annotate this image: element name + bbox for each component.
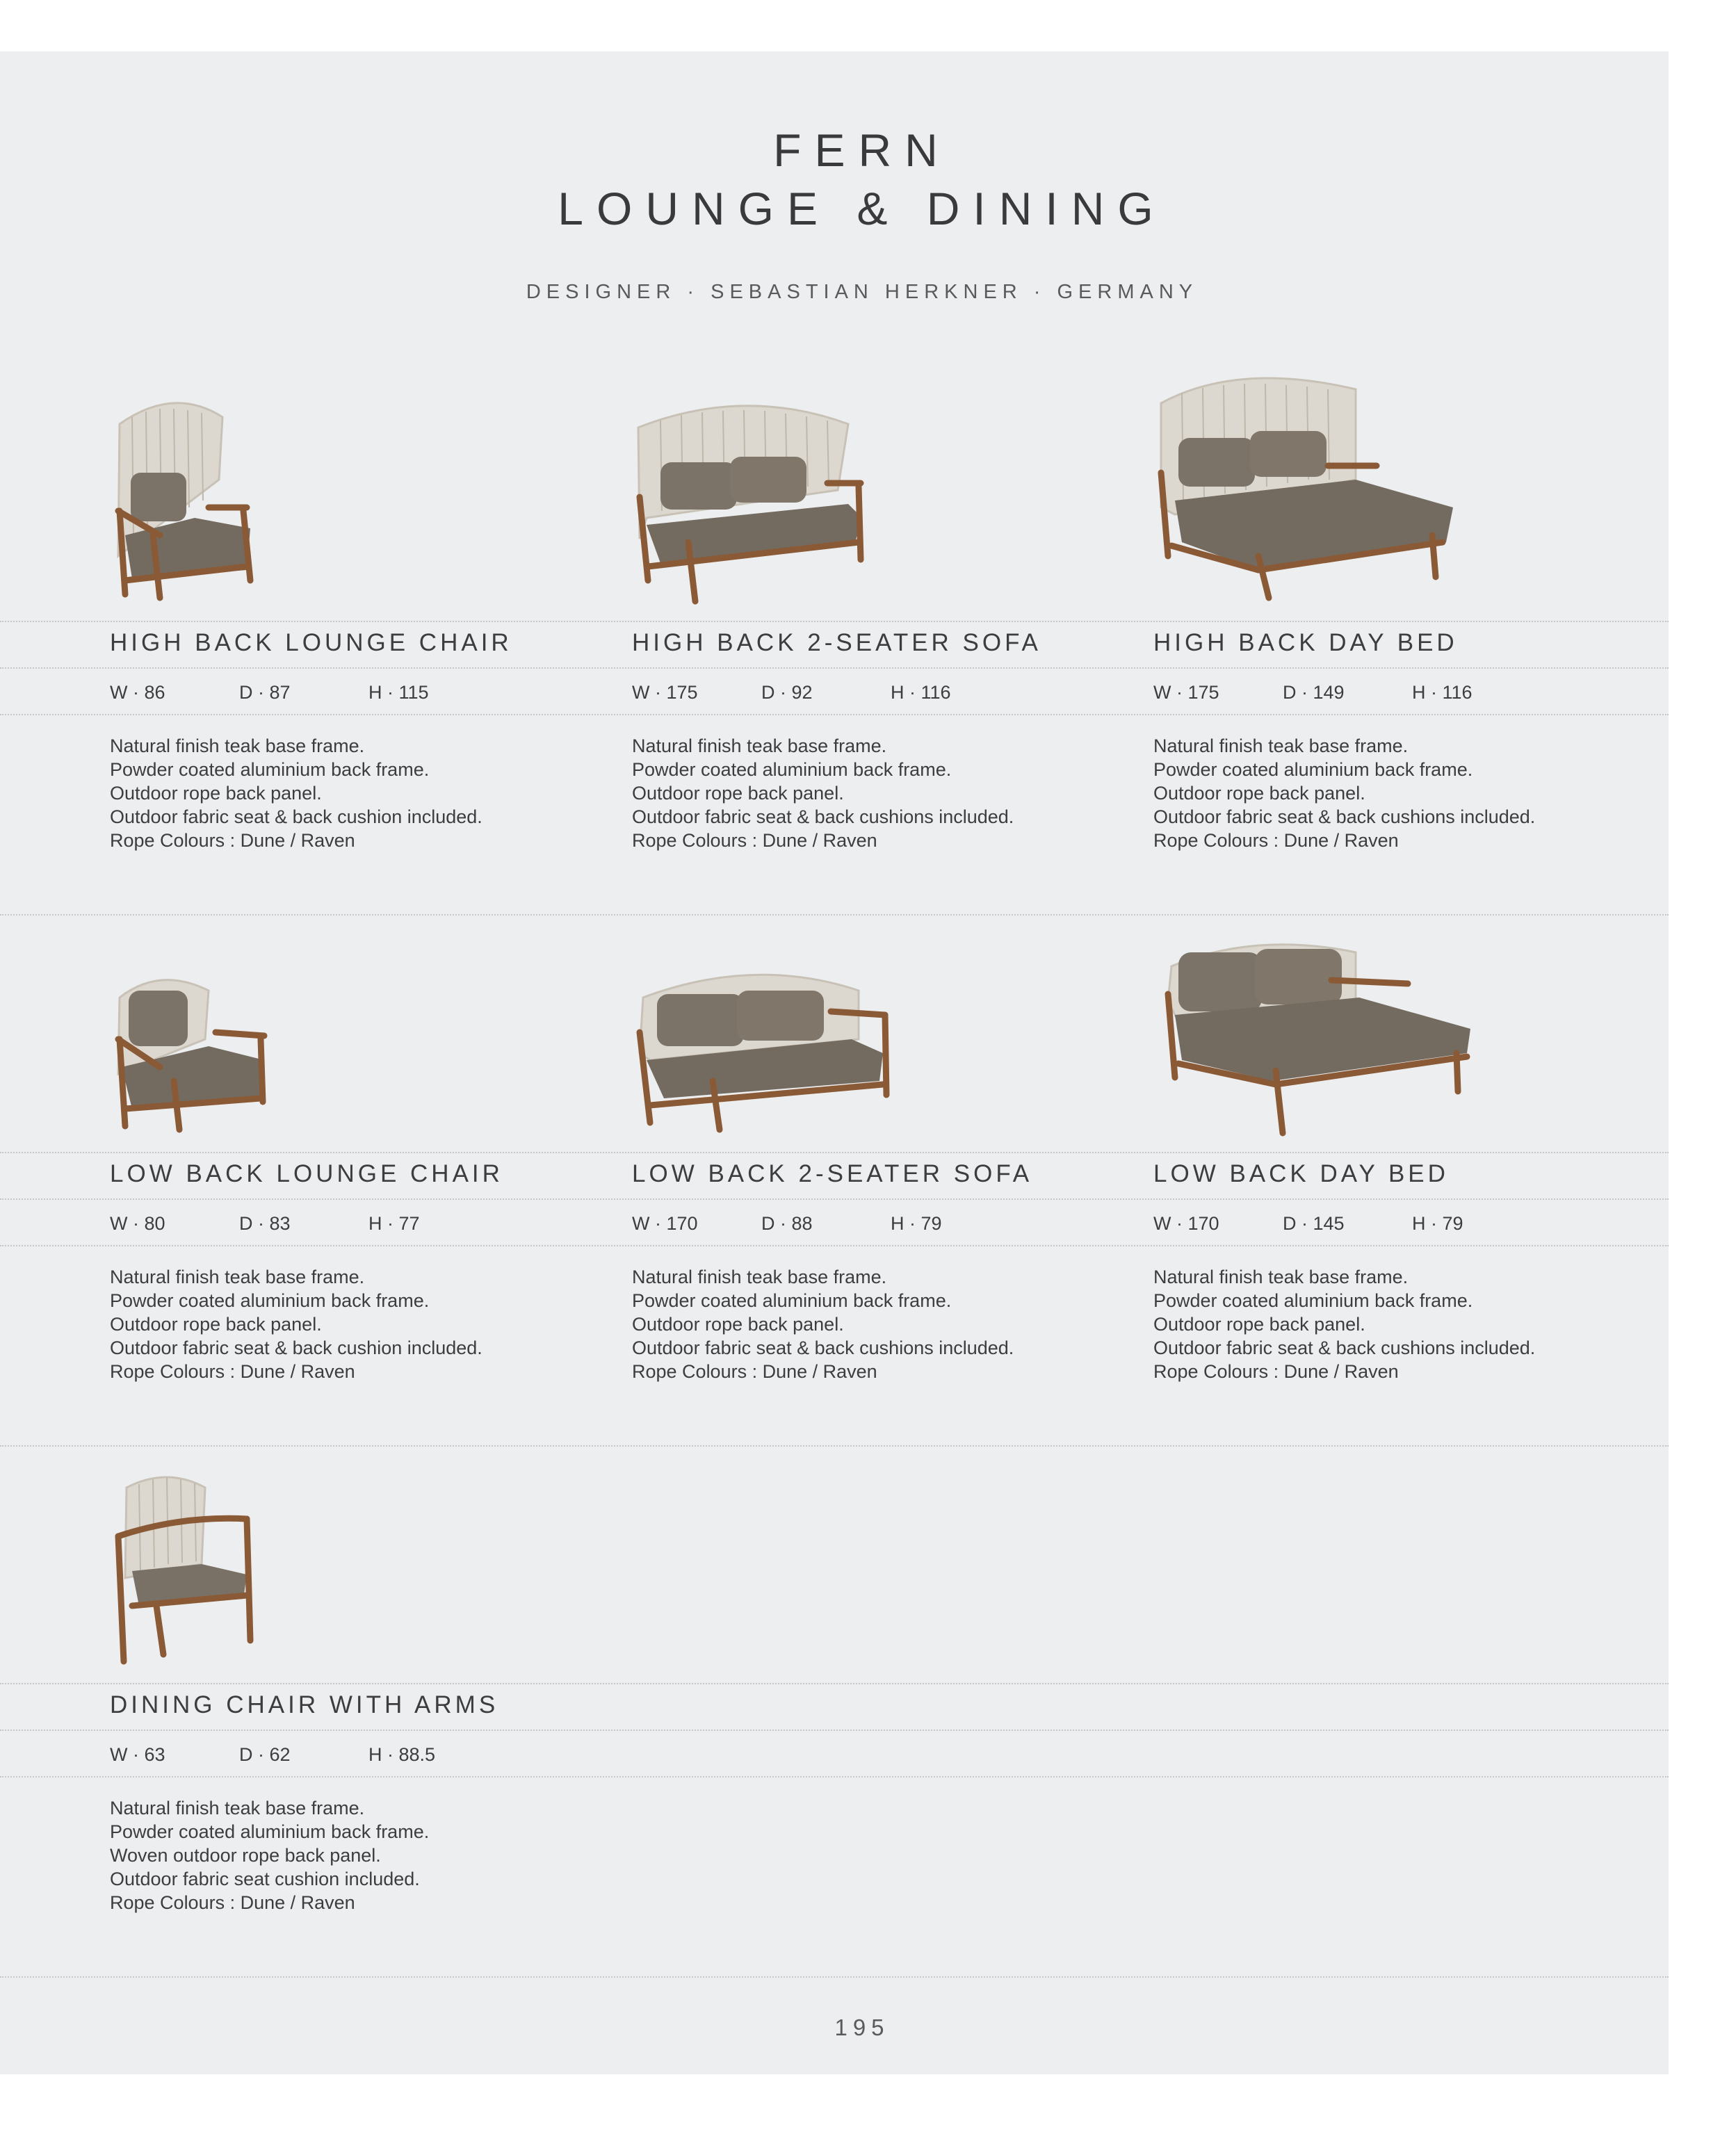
product-name: HIGH BACK DAY BED <box>1153 629 1458 656</box>
height-dimension: H · 79 <box>891 1213 942 1234</box>
divider <box>0 1776 1669 1777</box>
product-description: Natural finish teak base frame. Powder coated aluminium back frame. Outdoor rope back panel. Outdoor fabric seat & back cushions included. Rope Colours : Dune / Raven <box>632 1267 1014 1382</box>
divider <box>0 1730 1669 1731</box>
height-dimension: H · 77 <box>368 1213 420 1234</box>
divider <box>0 1152 1669 1153</box>
page-title-line2: LOUNGE & DINING <box>558 183 1167 234</box>
divider <box>0 714 1669 715</box>
product-description: Natural finish teak base frame. Powder coated aluminium back frame. Outdoor rope back panel. Outdoor fabric seat & back cushions included. Rope Colours : Dune / Raven <box>1153 1267 1536 1382</box>
divider <box>0 1245 1669 1246</box>
low-back-lounge-chair-image <box>104 970 278 1133</box>
divider <box>0 1198 1669 1200</box>
divider <box>0 667 1669 669</box>
divider <box>0 914 1669 916</box>
height-dimension: H · 79 <box>1412 1213 1463 1234</box>
height-dimension: H · 116 <box>891 682 951 703</box>
page-number: 195 <box>834 2015 890 2040</box>
product-name: HIGH BACK 2-SEATER SOFA <box>632 629 1041 656</box>
depth-dimension: D · 92 <box>761 682 813 703</box>
product-description: Natural finish teak base frame. Powder coated aluminium back frame. Woven outdoor rope back panel. Outdoor fabric seat cushion included. Rope Colours : Dune / Raven <box>110 1798 430 1913</box>
height-dimension: H · 115 <box>368 682 429 703</box>
product-description: Natural finish teak base frame. Powder coated aluminium back frame. Outdoor rope back panel. Outdoor fabric seat & back cushion included. Rope Colours : Dune / Raven <box>110 735 482 851</box>
depth-dimension: D · 149 <box>1283 682 1345 703</box>
depth-dimension: D · 87 <box>239 682 291 703</box>
width-dimension: W · 175 <box>632 682 698 703</box>
width-dimension: W · 80 <box>110 1213 165 1234</box>
height-dimension: H · 116 <box>1412 682 1473 703</box>
width-dimension: W · 86 <box>110 682 165 703</box>
height-dimension: H · 88.5 <box>368 1744 436 1765</box>
product-name: DINING CHAIR WITH ARMS <box>110 1691 499 1718</box>
width-dimension: W · 175 <box>1153 682 1219 703</box>
width-dimension: W · 63 <box>110 1744 165 1765</box>
divider <box>0 621 1669 622</box>
product-description: Natural finish teak base frame. Powder coated aluminium back frame. Outdoor rope back panel. Outdoor fabric seat & back cushion included. Rope Colours : Dune / Raven <box>110 1267 482 1382</box>
designer-credit: DESIGNER · SEBASTIAN HERKNER · GERMANY <box>526 281 1199 303</box>
depth-dimension: D · 62 <box>239 1744 291 1765</box>
divider <box>0 1445 1669 1447</box>
high-back-2-seater-sofa-image <box>619 393 883 608</box>
divider <box>0 1683 1669 1684</box>
high-back-lounge-chair-image <box>104 396 271 605</box>
product-description: Natural finish teak base frame. Powder coated aluminium back frame. Outdoor rope back panel. Outdoor fabric seat & back cushions included. Rope Colours : Dune / Raven <box>632 735 1014 851</box>
page-title-line1: FERN <box>773 124 951 176</box>
depth-dimension: D · 145 <box>1283 1213 1345 1234</box>
divider <box>0 1976 1669 1978</box>
low-back-day-bed-image <box>1151 931 1484 1140</box>
product-name: LOW BACK LOUNGE CHAIR <box>110 1160 503 1187</box>
dining-chair-with-arms-image <box>104 1460 271 1668</box>
low-back-2-seater-sofa-image <box>622 956 900 1137</box>
product-description: Natural finish teak base frame. Powder coated aluminium back frame. Outdoor rope back panel. Outdoor fabric seat & back cushions included. Rope Colours : Dune / Raven <box>1153 735 1536 851</box>
width-dimension: W · 170 <box>632 1213 698 1234</box>
depth-dimension: D · 83 <box>239 1213 291 1234</box>
width-dimension: W · 170 <box>1153 1213 1219 1234</box>
product-name: LOW BACK DAY BED <box>1153 1160 1449 1187</box>
product-name: HIGH BACK LOUNGE CHAIR <box>110 629 512 656</box>
depth-dimension: D · 88 <box>761 1213 813 1234</box>
high-back-day-bed-image <box>1147 368 1467 608</box>
product-name: LOW BACK 2-SEATER SOFA <box>632 1160 1033 1187</box>
